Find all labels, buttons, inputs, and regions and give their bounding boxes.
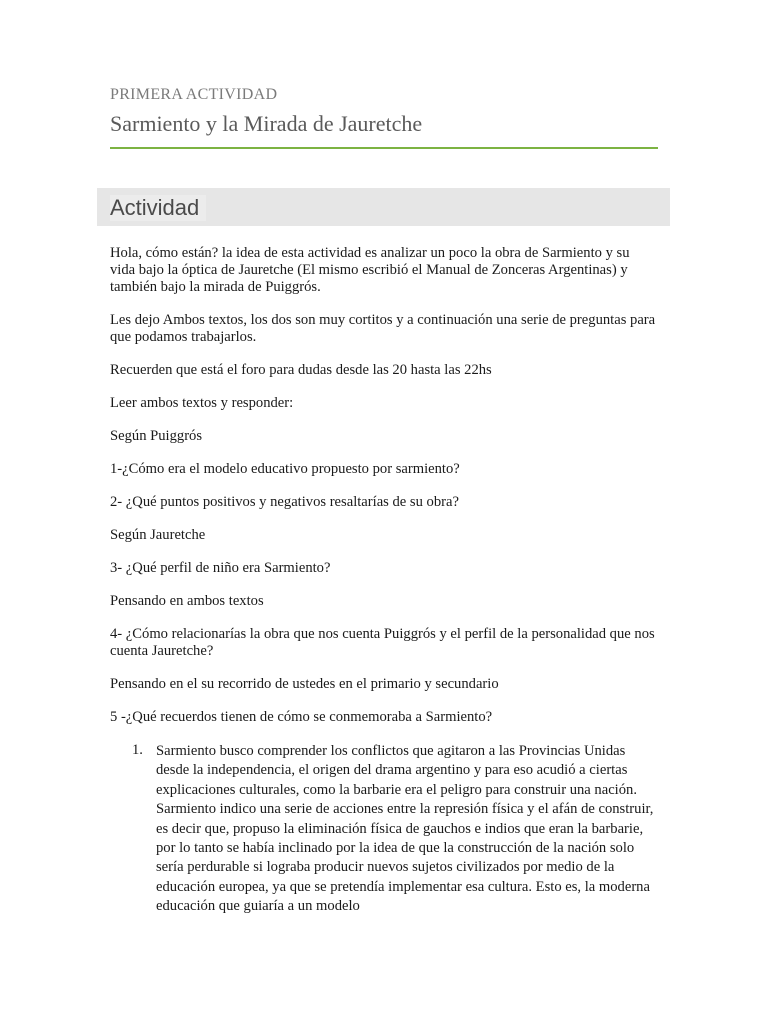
question-3: 3- ¿Qué perfil de niño era Sarmiento?	[110, 560, 331, 576]
question-2: 2- ¿Qué puntos positivos y negativos resaltarías de su obra?	[110, 494, 459, 510]
activity-banner	[97, 188, 670, 226]
activity-body	[110, 245, 658, 917]
question-4: 4- ¿Cómo relacionarías la obra que nos cuenta Puiggrós y el perfil de la personalidad que nos cuenta Jauretche?	[110, 626, 655, 659]
list-item-text: Sarmiento busco comprender los conflictos que agitaron a las Provincias Unidas desde la independencia, el origen del drama argentino y para eso acudió a ciertas explicaciones culturales, como la barbarie era el peligro para construir una nación. Sarmiento indico una serie de acciones entre la represión física y el afán de construir, es decir que, propuso la eliminación física de gauchos e indios que eran la barbarie, por lo tanto se había inclinado por la idea de que la construcción de la nación solo sería perdurable si lograba producir nuevos sujetos civilizados por medio de la educación europea, ya que se pretendía implementar esa cultura. Esto es, la moderna educación que guiaría a un modelo	[156, 743, 654, 915]
section-heading-jauretche: Según Jauretche	[110, 527, 206, 543]
question-5: 5 -¿Qué recuerdos tienen de cómo se conmemoraba a Sarmiento?	[110, 709, 493, 725]
activity-banner-label: Actividad	[110, 195, 206, 221]
page-title: Sarmiento y la Mirada de Jauretche	[110, 111, 423, 136]
section-heading-school: Pensando en el su recorrido de ustedes en el primario y secundario	[110, 676, 499, 692]
section-heading-both: Pensando en ambos textos	[110, 593, 264, 609]
instruction: Leer ambos textos y responder:	[110, 395, 294, 411]
list-item-number: 1.	[132, 742, 143, 758]
intro-paragraph: Hola, cómo están? la idea de esta actividad es analizar un poco la obra de Sarmiento y su vida bajo la óptica de Jauretche (El mismo escribió el Manual de Zonceras Argentinas) y también bajo la mirada de Puiggrós.	[110, 245, 630, 295]
answers-list	[110, 742, 658, 917]
question-1: 1-¿Cómo era el modelo educativo propuesto por sarmiento?	[110, 461, 460, 477]
list-item	[110, 742, 658, 917]
section-kicker: PRIMERA ACTIVIDAD	[110, 86, 278, 103]
section-heading-puiggros: Según Puiggrós	[110, 428, 203, 444]
title-divider	[110, 147, 658, 149]
texts-paragraph: Les dejo Ambos textos, los dos son muy cortitos y a continuación una serie de preguntas para que podamos trabajarlos.	[110, 312, 656, 345]
forum-reminder: Recuerden que está el foro para dudas desde las 20 hasta las 22hs	[110, 362, 492, 378]
